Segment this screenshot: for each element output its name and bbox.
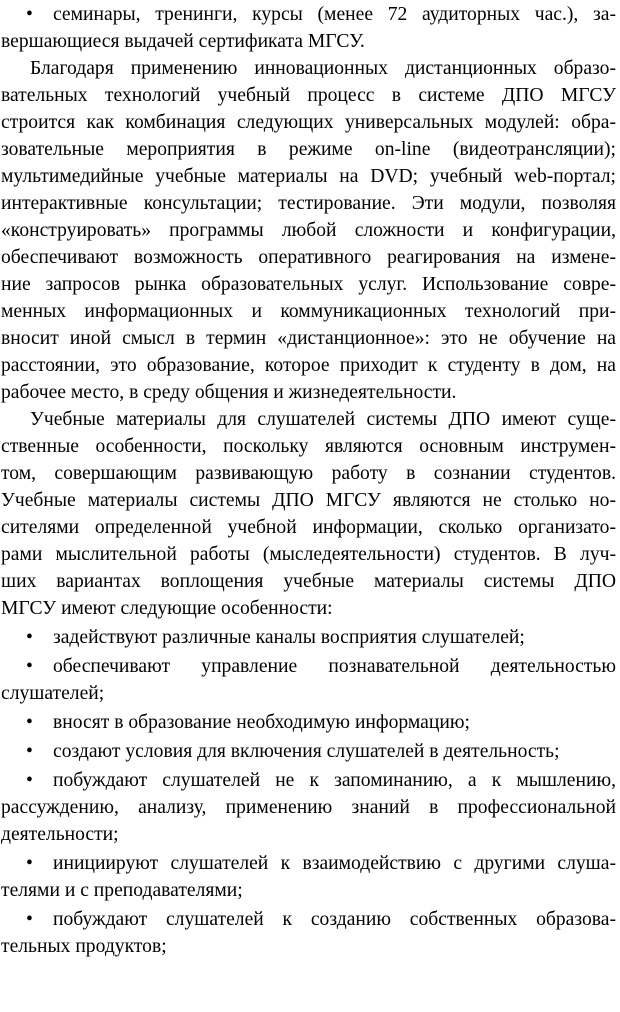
list-item	[26, 906, 616, 934]
text-line: ственные особенности, поскольку являются основным инструмен-	[1, 436, 616, 457]
text-line: сителями определенной учебной информации, сколько организато-	[1, 517, 616, 538]
text-line: расстоянии, это образование, которое приходит к студенту в дом, на	[1, 355, 616, 376]
bullet-icon: •	[26, 627, 33, 648]
text-line: Учебные материалы системы ДПО МГСУ являются не столько но-	[1, 490, 616, 511]
list-item-text: побуждают слушателей не к запоминанию, а к мышлению,	[53, 770, 616, 791]
text-line: ние запросов рынка образовательных услуг. Использование совре-	[1, 274, 616, 295]
list-item-continuation: деятельности;	[1, 824, 119, 845]
list-item-text: задействуют различные каналы восприятия слушателей;	[53, 627, 525, 648]
text-line: интерактивные консультации; тестирование. Эти модули, позволяя	[1, 193, 616, 214]
list-item-continuation: слушателей;	[1, 683, 105, 704]
bullet-icon: •	[26, 853, 33, 874]
text-line	[26, 1, 616, 29]
list-item	[26, 709, 616, 737]
list-item-text: обеспечивают управление познавательной деятельностью	[53, 656, 616, 677]
text-line: Благодаря применению инновационных дистанционных образо-	[30, 58, 616, 79]
list-item-text: вносят в образование необходимую информацию;	[53, 712, 470, 733]
text-line: строится как комбинация следующих универсальных модулей: обра-	[1, 112, 616, 133]
bullet-icon: •	[26, 712, 33, 733]
list-item	[26, 767, 616, 795]
bullet-icon: •	[26, 4, 33, 25]
text-line: ших вариантах воплощения учебные материалы системы ДПО	[1, 571, 616, 592]
list-item-continuation: тельных продуктов;	[1, 936, 167, 957]
list-item	[26, 738, 616, 766]
bullet-icon: •	[26, 741, 33, 762]
list-item-text: создают условия для включения слушателей в деятельность;	[53, 741, 560, 762]
text-line: Учебные материалы для слушателей системы ДПО имеют суще-	[30, 409, 616, 430]
list-item	[26, 624, 616, 652]
text-line: обеспечивают возможность оперативного реагирования на измене-	[1, 247, 616, 268]
text-line: том, совершающим развивающую работу в сознании студентов.	[1, 463, 616, 484]
text-line: вносит иной смысл в термин «дистанционное»: это не обучение на	[1, 328, 616, 349]
text-line: вательных технологий учебный процесс в системе ДПО МГСУ	[1, 85, 616, 106]
bullet-icon: •	[26, 909, 33, 930]
list-item	[26, 653, 616, 681]
list-item-text: побуждают слушателей к созданию собственных образова-	[53, 909, 616, 930]
text-line: менных информационных и коммуникационных технологий при-	[1, 301, 616, 322]
text-line: «конструировать» программы любой сложности и конфигурации,	[1, 220, 616, 241]
text-line: рабочее место, в среду общения и жизнедеятельности.	[1, 382, 457, 403]
text-line: вершающиеся выдачей сертификата МГСУ.	[1, 31, 365, 52]
bullet-icon: •	[26, 770, 33, 791]
text-line: МГСУ имеют следующие особенности:	[1, 598, 333, 619]
text-line: мультимедийные учебные материалы на DVD; учебный web-портал;	[1, 166, 616, 187]
text-line: рами мыслительной работы (мыследеятельности) студентов. В луч-	[1, 544, 616, 565]
list-item-continuation: телями и с преподавателями;	[1, 880, 243, 901]
bullet-icon: •	[26, 656, 33, 677]
list-item	[26, 850, 616, 878]
text-line: зовательные мероприятия в режиме on-line (видеотрансляции);	[1, 139, 616, 160]
list-item-continuation: рассуждению, анализу, применению знаний в профессиональной	[1, 797, 616, 818]
text-line-content: семинары, тренинги, курсы (менее 72 аудиторных час.), за-	[53, 4, 616, 25]
list-item-text: инициируют слушателей к взаимодействию с другими слуша-	[53, 853, 616, 874]
